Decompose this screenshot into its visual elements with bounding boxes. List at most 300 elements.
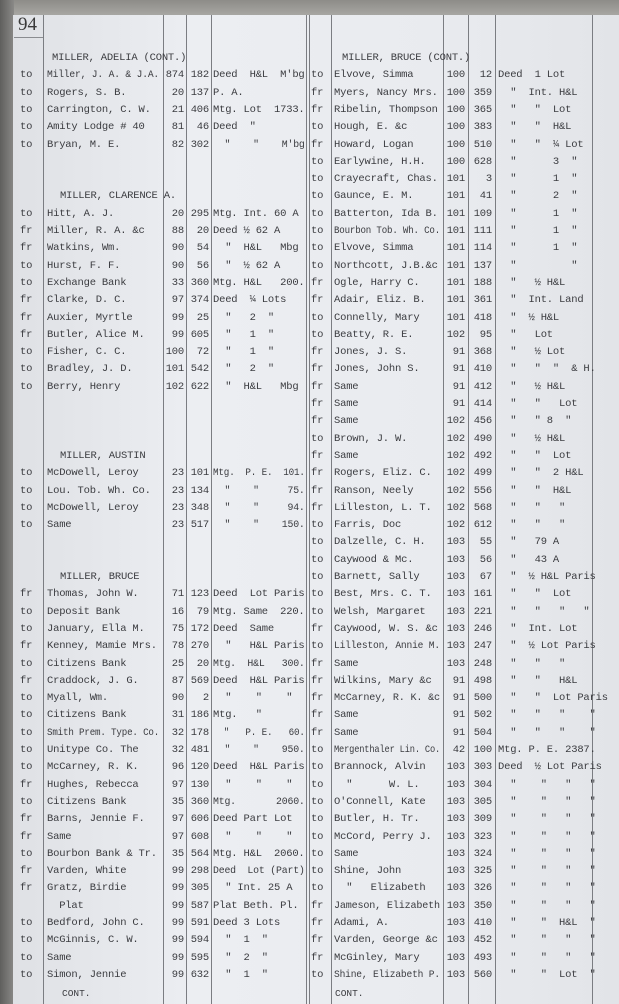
entry-book: 101 xyxy=(446,225,465,237)
entry-book: 20 xyxy=(171,207,184,220)
entry-direction: fr xyxy=(311,917,324,929)
entry-name: Citizens Bank xyxy=(47,657,127,670)
entry-description: " Int. 25 A xyxy=(213,882,293,895)
entry-book: 103 xyxy=(446,934,465,947)
entry-name: Connelly, Mary xyxy=(334,311,420,324)
entry-direction: fr xyxy=(20,588,33,601)
entry-direction: to xyxy=(20,69,33,82)
entry-page: 499 xyxy=(473,467,492,480)
entry-description: " " Lot xyxy=(498,588,572,601)
entry-description: " 1 " xyxy=(498,173,578,186)
entry-name: Butler, Alice M. xyxy=(47,328,145,341)
entry-description: " " 75. xyxy=(213,484,305,497)
entry-direction: fr xyxy=(20,294,33,307)
entry-description: Deed 1 Lot xyxy=(498,69,566,82)
entry-direction: to xyxy=(20,259,33,272)
entry-description: " " " " xyxy=(498,951,596,964)
entry-name: Same xyxy=(334,449,359,462)
entry-book: 103 xyxy=(446,657,465,670)
entry-direction: to xyxy=(311,571,324,583)
entry-page: 556 xyxy=(473,484,492,497)
entry-description: " " " " xyxy=(498,813,596,826)
entry-page: 298 xyxy=(190,865,209,878)
entry-description: " " " xyxy=(498,501,566,514)
entry-page: 406 xyxy=(190,103,209,116)
entry-book: 103 xyxy=(446,622,465,635)
entry-page: 498 xyxy=(473,674,492,687)
entry-description: " " 2 H&L xyxy=(498,467,584,480)
entry-description: " " " " xyxy=(498,795,596,808)
entry-page: 360 xyxy=(190,276,209,289)
entry-page: 172 xyxy=(190,622,209,635)
entry-book: 100 xyxy=(446,69,465,82)
entry-book: 23 xyxy=(171,467,184,480)
entry-description: " 1 " xyxy=(213,968,268,981)
entry-description: Deed Lot Paris xyxy=(213,588,305,601)
entry-book: 75 xyxy=(171,622,184,635)
entry-book: 97 xyxy=(171,813,184,826)
entry-direction: to xyxy=(20,467,33,480)
entry-page: 595 xyxy=(190,951,209,964)
entry-direction: to xyxy=(311,259,324,272)
entry-book: 88 xyxy=(171,225,184,237)
entry-name: Same xyxy=(334,709,359,722)
entry-page: 542 xyxy=(190,363,209,376)
entry-name: Kenney, Mamie Mrs. xyxy=(47,640,157,653)
entry-book: 103 xyxy=(446,899,465,912)
entry-book: 99 xyxy=(171,934,184,947)
entry-book: 100 xyxy=(446,155,465,168)
entry-name: Wilkins, Mary &c xyxy=(334,674,432,687)
entry-book: 35 xyxy=(171,795,184,808)
entry-book: 42 xyxy=(452,744,465,756)
entry-page: 410 xyxy=(473,917,492,929)
entry-description: " " " xyxy=(498,657,566,670)
entry-name: Northcott, J.B.&c xyxy=(334,259,438,272)
entry-name: Same xyxy=(334,398,359,410)
entry-book: 25 xyxy=(171,657,184,670)
entry-book: 103 xyxy=(446,553,465,566)
entry-page: 594 xyxy=(190,934,209,947)
entry-name: Craddock, J. G. xyxy=(47,674,139,687)
entry-name: Gratz, Birdie xyxy=(47,882,127,895)
entry-page: 606 xyxy=(190,813,209,826)
entry-page: 510 xyxy=(473,138,492,151)
entry-description: " 2 " xyxy=(213,311,275,324)
entry-page: 12 xyxy=(479,69,492,82)
entry-description: " " Lot xyxy=(498,449,572,462)
entry-direction: to xyxy=(20,622,33,635)
column-rule xyxy=(468,15,469,1004)
entry-name: Lilleston, L. T. xyxy=(334,501,432,514)
entry-description: Deed H&L M'bg xyxy=(213,69,305,82)
entry-direction: to xyxy=(20,380,33,393)
entry-direction: to xyxy=(20,934,33,947)
entry-page: 100 xyxy=(473,744,492,756)
column-rule xyxy=(331,15,332,1004)
entry-description: " ½ H&L Paris xyxy=(498,571,596,583)
entry-page: 587 xyxy=(190,899,209,912)
entry-name: Barns, Jennie F. xyxy=(47,813,145,826)
entry-direction: fr xyxy=(20,242,33,255)
entry-page: 111 xyxy=(473,225,492,237)
entry-description: " P. E. 60. xyxy=(213,726,305,739)
entry-page: 517 xyxy=(190,519,209,532)
column-rule xyxy=(495,15,496,1004)
entry-book: 101 xyxy=(446,311,465,324)
entry-direction: fr xyxy=(20,674,33,687)
entry-direction: to xyxy=(311,778,324,791)
entry-description: Mtg. " xyxy=(213,709,262,722)
entry-page: 412 xyxy=(473,380,492,393)
entry-book: 100 xyxy=(165,346,184,359)
entry-direction: fr xyxy=(311,657,324,670)
entry-description: " " " " xyxy=(498,605,590,618)
entry-direction: to xyxy=(311,865,324,878)
entry-book: 99 xyxy=(171,328,184,341)
entry-book: 103 xyxy=(446,536,465,549)
entry-direction: to xyxy=(20,519,33,532)
entry-name: Bryan, M. E. xyxy=(47,138,121,151)
entry-page: 456 xyxy=(473,415,492,428)
entry-direction: to xyxy=(311,813,324,826)
entry-name: Same xyxy=(334,657,359,670)
entry-description: " ½ 62 A xyxy=(213,259,281,272)
entry-direction: to xyxy=(20,86,33,99)
entry-name: Ogle, Harry C. xyxy=(334,276,420,289)
entry-description: " ½ H&L xyxy=(498,311,560,324)
entry-description: " " " " xyxy=(498,899,596,912)
entry-direction: fr xyxy=(20,813,33,826)
column-rule xyxy=(43,15,44,1004)
entry-book: 101 xyxy=(446,207,465,220)
entry-description: " " " xyxy=(213,778,293,791)
entry-book: 23 xyxy=(171,519,184,532)
entry-direction: to xyxy=(20,917,33,929)
entry-description: Mtg. H&L 200. xyxy=(213,276,305,289)
entry-page: 612 xyxy=(473,519,492,532)
entry-page: 493 xyxy=(473,951,492,964)
entry-page: 123 xyxy=(190,588,209,601)
entry-book: 16 xyxy=(171,605,184,618)
entry-name: Fisher, C. C. xyxy=(47,346,127,359)
entry-book: 32 xyxy=(171,744,184,756)
entry-page: 452 xyxy=(473,934,492,947)
entry-name: Mergenthaler Lin. Co. xyxy=(334,744,441,756)
entry-name: Same xyxy=(47,951,72,964)
entry-book: 103 xyxy=(446,865,465,878)
entry-name: Howard, Logan xyxy=(334,138,414,151)
entry-description: Deed ½ 62 A xyxy=(213,225,281,237)
entry-direction: to xyxy=(311,588,324,601)
entry-direction: fr xyxy=(20,311,33,324)
entry-page: 137 xyxy=(190,86,209,99)
entry-book: 99 xyxy=(171,311,184,324)
entry-description: " 79 A xyxy=(498,536,560,549)
entry-description: Deed Part Lot xyxy=(213,813,293,826)
entry-book: 102 xyxy=(446,467,465,480)
scan-top-edge xyxy=(0,0,619,16)
entry-page: 305 xyxy=(190,882,209,895)
entry-name: Hurst, F. F. xyxy=(47,259,121,272)
entry-name: Adami, A. xyxy=(334,917,389,929)
entry-name: Clarke, D. C. xyxy=(47,294,127,307)
entry-direction: to xyxy=(311,225,324,237)
entry-direction: to xyxy=(20,276,33,289)
entry-name: Same xyxy=(334,847,359,860)
entry-direction: fr xyxy=(311,726,324,739)
entry-description: " " " " xyxy=(498,934,596,947)
entry-book: 71 xyxy=(171,588,184,601)
entry-book: 102 xyxy=(446,328,465,341)
entry-name: Rogers, S. B. xyxy=(47,86,127,99)
entry-name: McCarney, R. K. &c xyxy=(334,692,440,705)
entry-name: Crayecraft, Chas. xyxy=(334,173,438,186)
entry-page: 383 xyxy=(473,121,492,134)
entry-name: Earlywine, H.H. xyxy=(334,155,426,168)
entry-page: 500 xyxy=(473,692,492,705)
entry-name: Elvove, Simma xyxy=(334,69,414,82)
entry-direction: to xyxy=(311,640,324,653)
entry-book: 35 xyxy=(171,847,184,860)
page-number: 94 xyxy=(18,14,37,35)
entry-book: 91 xyxy=(452,363,465,376)
entry-name: Miller, R. A. &c xyxy=(47,225,145,237)
entry-description: " 1 " xyxy=(213,346,275,359)
entry-name: Bourbon Bank & Tr. xyxy=(47,847,157,860)
entry-book: 102 xyxy=(446,415,465,428)
entry-page: 248 xyxy=(473,657,492,670)
entry-direction: fr xyxy=(20,328,33,341)
entry-book: 82 xyxy=(171,138,184,151)
entry-book: 100 xyxy=(446,121,465,134)
entry-book: 100 xyxy=(446,86,465,99)
entry-page: 79 xyxy=(196,605,209,618)
entry-description: " Int. H&L xyxy=(498,86,578,99)
entry-description: Deed Lot (Part) xyxy=(213,865,305,878)
entry-page: 247 xyxy=(473,640,492,653)
entry-book: 90 xyxy=(171,242,184,255)
entry-direction: to xyxy=(20,207,33,220)
entry-name: Citizens Bank xyxy=(47,795,127,808)
entry-direction: fr xyxy=(311,415,324,428)
entry-name: Deposit Bank xyxy=(47,605,121,618)
entry-page: 221 xyxy=(473,605,492,618)
entry-direction: to xyxy=(311,882,324,895)
entry-page: 302 xyxy=(190,138,209,151)
entry-direction: fr xyxy=(20,225,33,237)
entry-book: 20 xyxy=(171,86,184,99)
entry-page: 632 xyxy=(190,968,209,981)
entry-name: Plat xyxy=(47,899,84,912)
entry-direction: to xyxy=(20,951,33,964)
entry-direction: to xyxy=(20,346,33,359)
entry-description: " " 150. xyxy=(213,519,305,532)
entry-direction: fr xyxy=(311,709,324,722)
entry-description: " " M'bg xyxy=(213,138,305,151)
entry-name: Same xyxy=(334,380,359,393)
entry-description: " " Lot " xyxy=(498,968,596,981)
entry-direction: fr xyxy=(311,899,324,912)
entry-direction: to xyxy=(20,968,33,981)
entry-description: " " 950. xyxy=(213,744,305,756)
entry-name: Hughes, Rebecca xyxy=(47,778,139,791)
entry-name: Varden, White xyxy=(47,865,127,878)
entry-page: 492 xyxy=(473,449,492,462)
entry-book: 102 xyxy=(165,380,184,393)
section-header: MILLER, ADELIA (CONT.) xyxy=(52,52,187,64)
entry-page: 54 xyxy=(196,242,209,255)
entry-name: Brown, J. W. xyxy=(334,432,408,445)
entry-page: 72 xyxy=(196,346,209,359)
entry-description: Deed Same xyxy=(213,622,275,635)
entry-book: 102 xyxy=(446,449,465,462)
entry-page: 564 xyxy=(190,847,209,860)
entry-page: 325 xyxy=(473,865,492,878)
entry-book: 97 xyxy=(171,294,184,307)
entry-book: 96 xyxy=(171,761,184,774)
entry-name: Welsh, Margaret xyxy=(334,605,426,618)
entry-name: " Elizabeth xyxy=(334,882,426,895)
entry-page: 569 xyxy=(190,674,209,687)
entry-page: 304 xyxy=(473,778,492,791)
entry-direction: fr xyxy=(311,934,324,947)
entry-direction: to xyxy=(20,761,33,774)
entry-page: 323 xyxy=(473,830,492,843)
entry-page: 348 xyxy=(190,501,209,514)
entry-name: Same xyxy=(334,415,359,428)
column-rule xyxy=(306,15,307,1004)
entry-description: " ½ Lot xyxy=(498,346,566,359)
entry-page: 188 xyxy=(473,276,492,289)
entry-name: Same xyxy=(47,519,72,532)
entry-book: 99 xyxy=(171,899,184,912)
entry-book: 31 xyxy=(171,709,184,722)
entry-direction: to xyxy=(311,69,324,82)
entry-book: 23 xyxy=(171,484,184,497)
entry-direction: to xyxy=(20,726,33,739)
scan-left-edge xyxy=(0,0,14,1004)
entry-direction: to xyxy=(311,432,324,445)
entry-name: Jones, J. S. xyxy=(334,346,408,359)
entry-description: " " H&L xyxy=(498,121,572,134)
entry-direction: to xyxy=(311,536,324,549)
entry-direction: to xyxy=(311,121,324,134)
entry-name: McGinnis, C. W. xyxy=(47,934,139,947)
entry-name: Rogers, Eliz. C. xyxy=(334,467,432,480)
entry-direction: fr xyxy=(311,363,324,376)
entry-book: 101 xyxy=(446,173,465,186)
entry-description: Deed H&L Paris xyxy=(213,674,305,687)
entry-page: 20 xyxy=(196,657,209,670)
entry-book: 23 xyxy=(171,501,184,514)
entry-description: " Lot xyxy=(498,328,553,341)
entry-description: " " " " xyxy=(498,865,596,878)
entry-page: 161 xyxy=(473,588,492,601)
entry-name: Farris, Doc xyxy=(334,519,402,532)
entry-description: " " xyxy=(498,259,578,272)
entry-name: Dalzelle, C. H. xyxy=(334,536,426,549)
entry-description: " ½ H&L xyxy=(498,276,566,289)
entry-book: 100 xyxy=(446,138,465,151)
entry-name: Same xyxy=(47,830,72,843)
entry-page: 361 xyxy=(473,294,492,307)
section-header: MILLER, AUSTIN xyxy=(60,449,146,462)
entry-direction: fr xyxy=(311,346,324,359)
entry-page: 114 xyxy=(473,242,492,255)
entry-page: 95 xyxy=(479,328,492,341)
entry-book: 99 xyxy=(171,865,184,878)
entry-name: Amity Lodge # 40 xyxy=(47,121,145,134)
entry-name: Miller, J. A. & J.A. xyxy=(47,69,160,82)
entry-book: 103 xyxy=(446,795,465,808)
entry-page: 20 xyxy=(196,225,209,237)
entry-page: 368 xyxy=(473,346,492,359)
entry-direction: to xyxy=(20,657,33,670)
entry-description: Mtg. H&L 2060. xyxy=(213,847,305,860)
section-header: MILLER, BRUCE xyxy=(60,571,140,583)
entry-page: 605 xyxy=(190,328,209,341)
entry-page: 591 xyxy=(190,917,209,929)
entry-description: Deed " xyxy=(213,121,256,134)
entry-page: 490 xyxy=(473,432,492,445)
entry-book: 91 xyxy=(452,726,465,739)
entry-direction: to xyxy=(311,968,324,981)
entry-page: 324 xyxy=(473,847,492,860)
entry-direction: fr xyxy=(20,830,33,843)
entry-name: Bourbon Tob. Wh. Co. xyxy=(334,225,441,237)
entry-page: 560 xyxy=(473,968,492,981)
entry-name: Bradley, J. D. xyxy=(47,363,133,376)
entry-book: 101 xyxy=(446,259,465,272)
entry-description: Mtg. P. E. 101. xyxy=(213,467,305,480)
entry-description: " ½ H&L xyxy=(498,380,566,393)
entry-book: 91 xyxy=(452,709,465,722)
entry-description: Mtg. Lot 1733. xyxy=(213,103,305,116)
entry-direction: to xyxy=(20,363,33,376)
entry-description: " " Lot xyxy=(498,398,578,410)
entry-page: 46 xyxy=(196,121,209,134)
entry-page: 608 xyxy=(190,830,209,843)
entry-description: " 1 " xyxy=(498,207,578,220)
entry-book: 97 xyxy=(171,830,184,843)
entry-description: " Int. Lot xyxy=(498,622,578,635)
entry-name: Beatty, R. E. xyxy=(334,328,414,341)
entry-direction: to xyxy=(20,692,33,705)
entry-description: " H&L Paris xyxy=(213,640,305,653)
entry-book: 99 xyxy=(171,968,184,981)
column-rule xyxy=(211,15,212,1004)
entry-name: Lilleston, Annie M. xyxy=(334,640,440,653)
entry-description: " 1 " xyxy=(213,328,275,341)
entry-book: 103 xyxy=(446,951,465,964)
entry-direction: to xyxy=(20,795,33,808)
entry-name: Ribelin, Thompson xyxy=(334,103,438,116)
entry-direction: fr xyxy=(20,640,33,653)
entry-direction: fr xyxy=(311,294,324,307)
entry-book: 874 xyxy=(165,69,184,82)
entry-page: 134 xyxy=(190,484,209,497)
entry-description: " Int. Land xyxy=(498,294,584,307)
entry-name: McDowell, Leroy xyxy=(47,501,139,514)
left-continued-note: CONT. xyxy=(62,988,91,999)
entry-page: 568 xyxy=(473,501,492,514)
entry-page: 109 xyxy=(473,207,492,220)
entry-book: 103 xyxy=(446,968,465,981)
entry-book: 99 xyxy=(171,917,184,929)
entry-page: 359 xyxy=(473,86,492,99)
entry-book: 100 xyxy=(446,103,465,116)
